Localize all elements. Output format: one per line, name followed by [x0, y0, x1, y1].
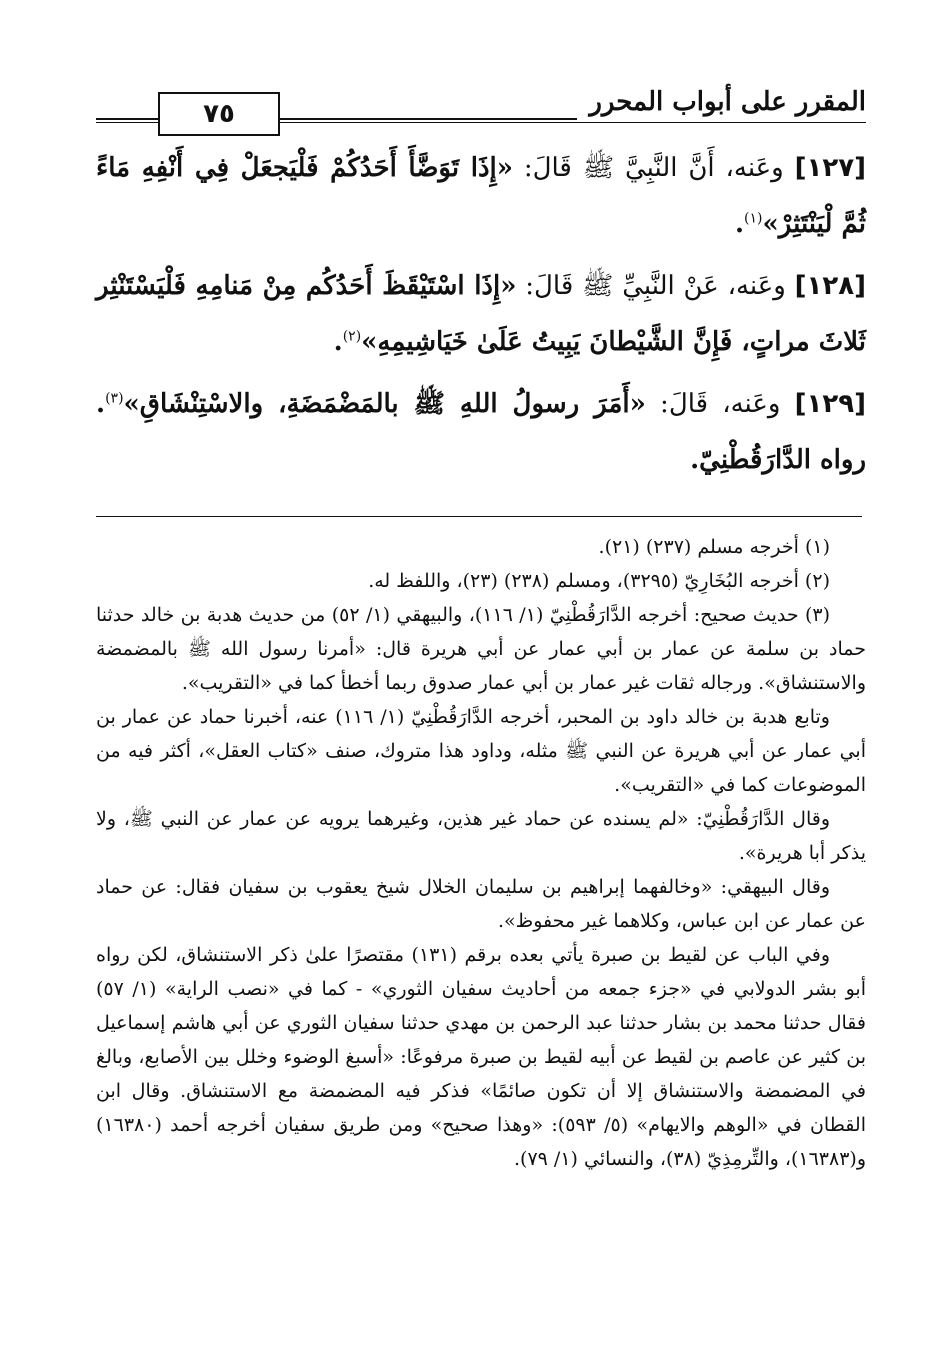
main-text	[96, 140, 866, 494]
hadith-128	[96, 258, 866, 370]
footnote-3-paragraph: وقال البيهقي: «وخالفهما إبراهيم بن سليمان الخلال شيخ يعقوب بن سفيان فقال: عن حماد عن عمار عن ابن عباس، وكلاهما غير محفوظ».	[96, 876, 866, 932]
page-header	[96, 84, 866, 130]
footnotes	[96, 530, 866, 1176]
footnote-3-paragraph: وفي الباب عن لقيط بن صبرة يأتي بعده برقم (١٣١) مقتصرًا علىٰ ذكر الاستنشاق، لكن رواه أبو بشر الدولابي في «جزء جمعه من أحاديث سفيان الثوري» - كما في «نصب الراية» (١/ ٥٧) فقال حدثنا محمد بن بشار حدثنا عبد الرحمن بن مهدي حدثنا سفيان الثوري عن أبي هاشم إسماعيل بن كثير عن عاصم بن لقيط عن أبيه لقيط بن صبرة مرفوعًا: «أسبغ الوضوء وخلل بين الأصابع، وبالغ في المضمضة والاستنشاق إلا أن تكون صائمًا» فذكر فيه المضمضة مع الاستنشاق. وقال ابن القطان في «الوهم والايهام» (٥/ ٥٩٣): «وهذا صحيح» ومن طريق سفيان أخرجه أحمد (١٦٣٨٠) و(١٦٣٨٣)، والتِّرمِذِيّ (٣٨)، والنسائي (١/ ٧٩).	[96, 944, 866, 1170]
footnote-separator	[96, 516, 862, 517]
hadith-129	[96, 376, 866, 488]
hadith-intro: وعَنه، أَنَّ النَّبِيَّ ﷺ قَالَ:	[513, 153, 795, 183]
hadith-text: «إِذَا اسْتَيْقَظَ أَحَدُكُم مِنْ مَنامِهِ فَلْيَسْتَنْثِر ثَلاثَ مراتٍ، فَإِنَّ الشَّيْطانَ يَبِيتُ عَلَىٰ خَيَاشِيمِهِ»	[96, 271, 866, 357]
footnote-1: (١) أخرجه مسلم (٢٣٧) (٢١).	[598, 536, 830, 558]
hadith-intro: وعَنه، عَنْ النَّبِيِّ ﷺ قَالَ:	[516, 271, 795, 301]
page-number: ٧٥	[158, 92, 280, 136]
footnote-marker[interactable]: (١)	[744, 210, 763, 227]
hadith-intro: وعَنه، قَالَ:	[645, 389, 795, 419]
hadith-tail: . رواه الدَّارَقُطْنِيّ.	[96, 389, 866, 475]
hadith-127	[96, 140, 866, 252]
hadith-tail: .	[734, 209, 745, 239]
footnote-marker[interactable]: (٣)	[105, 390, 124, 407]
hadith-number: [١٢٨]	[794, 271, 866, 301]
footnote-3: (٣) حديث صحيح: أخرجه الدَّارَقُطْنِيّ (١/ ١١٦)، والبيهقي (١/ ٥٢) من حديث هدبة بن خالد حدثنا حماد بن سلمة عن عمار بن أبي عمار عن أبي هريرة قال: «أمرنا رسول الله ﷺ بالمضمضة والاستنشاق». ورجاله ثقات غير عمار بن أبي عمار صدوق ربما أخطأ كما في «التقريب».	[96, 604, 866, 694]
hadith-text: «إِذَا تَوَضَّأَ أَحَدُكُمْ فَلْيَجعَلْ فِي أَنْفِهِ مَاءً ثُمَّ لْيَنْتَثِرْ»	[96, 153, 866, 239]
book-title: المقرر على أبواب المحرر	[577, 84, 866, 120]
hadith-text: «أَمَرَ رسولُ اللهِ ﷺ بالمَضْمَضَةِ، والاسْتِنْشَاقِ»	[123, 389, 646, 419]
footnote-marker[interactable]: (٢)	[342, 328, 362, 345]
footnote-2: (٢) أخرجه البُخَارِيّ (٣٢٩٥)، ومسلم (٢٣٨) (٢٣)، واللفظ له.	[368, 570, 830, 592]
hadith-tail: .	[333, 327, 343, 357]
footnote-3-paragraph: وقال الدَّارَقُطْنِيّ: «لم يسنده عن حماد غير هذين، وغيرهما يرويه عن عمار عن النبي ﷺ، ولا يذكر أبا هريرة».	[96, 808, 866, 864]
hadith-number: [١٢٧]	[794, 153, 866, 183]
footnote-3-paragraph: وتابع هدبة بن خالد داود بن المحبر، أخرجه الدَّارَقُطْنِيّ (١/ ١١٦) عنه، أخبرنا حماد عن عمار بن أبي عمار عن أبي هريرة عن النبي ﷺ مثله، وداود هذا متروك، صنف «كتاب العقل»، أكثر فيه من الموضوعات كما في «التقريب».	[96, 706, 866, 796]
hadith-number: [١٢٩]	[794, 389, 866, 419]
